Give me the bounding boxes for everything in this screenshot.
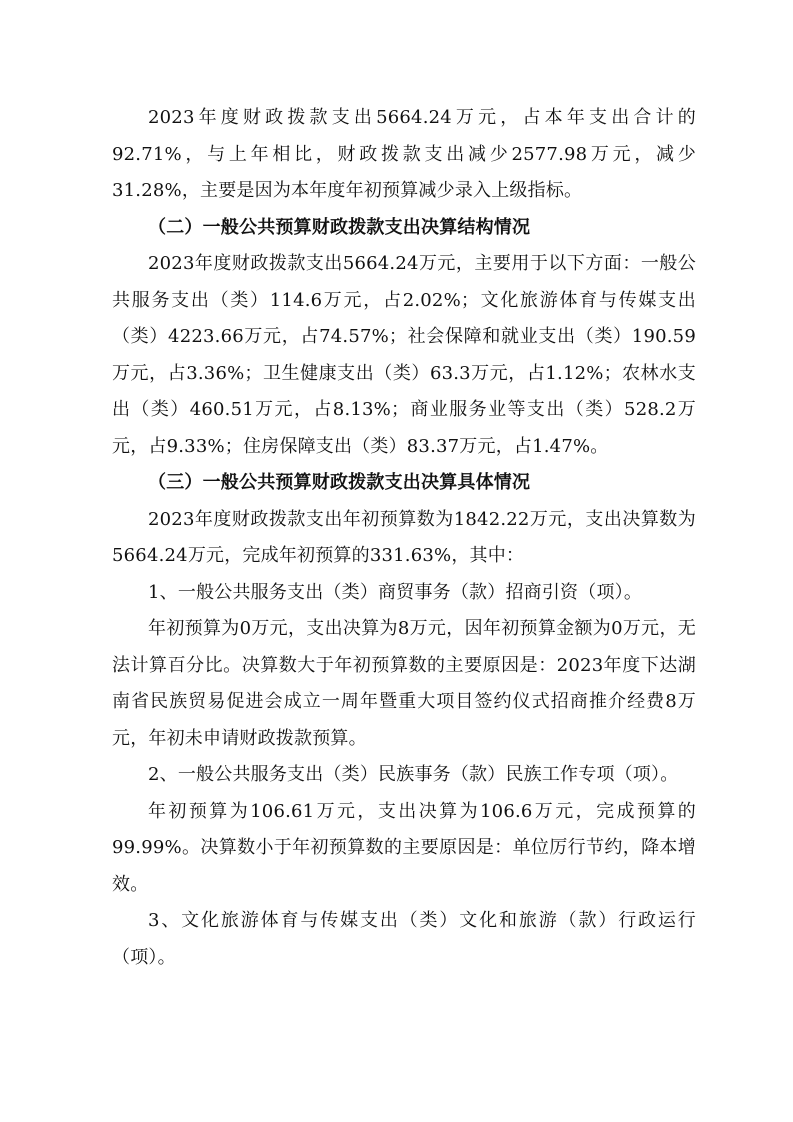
document-body — [112, 100, 696, 976]
section-heading-details: （三）一般公共预算财政拨款支出决算具体情况 — [148, 472, 531, 493]
paragraph-expenditure-summary: 2023年度财政拨款支出5664.24万元，占本年支出合计的92.71%，与上年相比，财政拨款支出减少2577.98万元，减少31.28%，主要是因为本年度年初预算减少录入上级指标。 — [112, 107, 696, 201]
paragraph-expenditure-structure: 2023年度财政拨款支出5664.24万元，主要用于以下方面：一般公共服务支出（类）114.6万元，占2.02%；文化旅游体育与传媒支出（类）4223.66万元，占74.57%；社会保障和就业支出（类）190.59万元，占3.36%；卫生健康支出（类）63.3万元，占1.12%；农林水支出（类）460.51万元，占8.13%；商业服务业等支出（类）528.2万元，占9.33%；住房保障支出（类）83.37万元，占1.47%。 — [112, 253, 696, 457]
item-1-body: 年初预算为0万元，支出决算为8万元，因年初预算金额为0万元，无法计算百分比。决算数大于年初预算数的主要原因是：2023年度下达湖南省民族贸易促进会成立一周年暨重大项目签约仪式招商推介经费8万元，年初未申请财政拨款预算。 — [112, 618, 696, 749]
item-2-title: 2、一般公共服务支出（类）民族事务（款）民族工作专项（项）。 — [148, 764, 679, 785]
section-heading-structure: （二）一般公共预算财政拨款支出决算结构情况 — [148, 216, 531, 238]
item-2-body: 年初预算为106.61万元，支出决算为106.6万元，完成预算的99.99%。决算数小于年初预算数的主要原因是：单位厉行节约，降本增效。 — [112, 800, 696, 895]
item-3-title: 3、文化旅游体育与传媒支出（类）文化和旅游（款）行政运行（项）。 — [112, 910, 696, 968]
item-1-title: 1、一般公共服务支出（类）商贸事务（款）招商引资（项）。 — [148, 581, 643, 603]
paragraph-expenditure-details: 2023年度财政拨款支出年初预算数为1842.22万元，支出决算数为5664.24万元，完成年初预算的331.63%，其中： — [112, 508, 696, 566]
